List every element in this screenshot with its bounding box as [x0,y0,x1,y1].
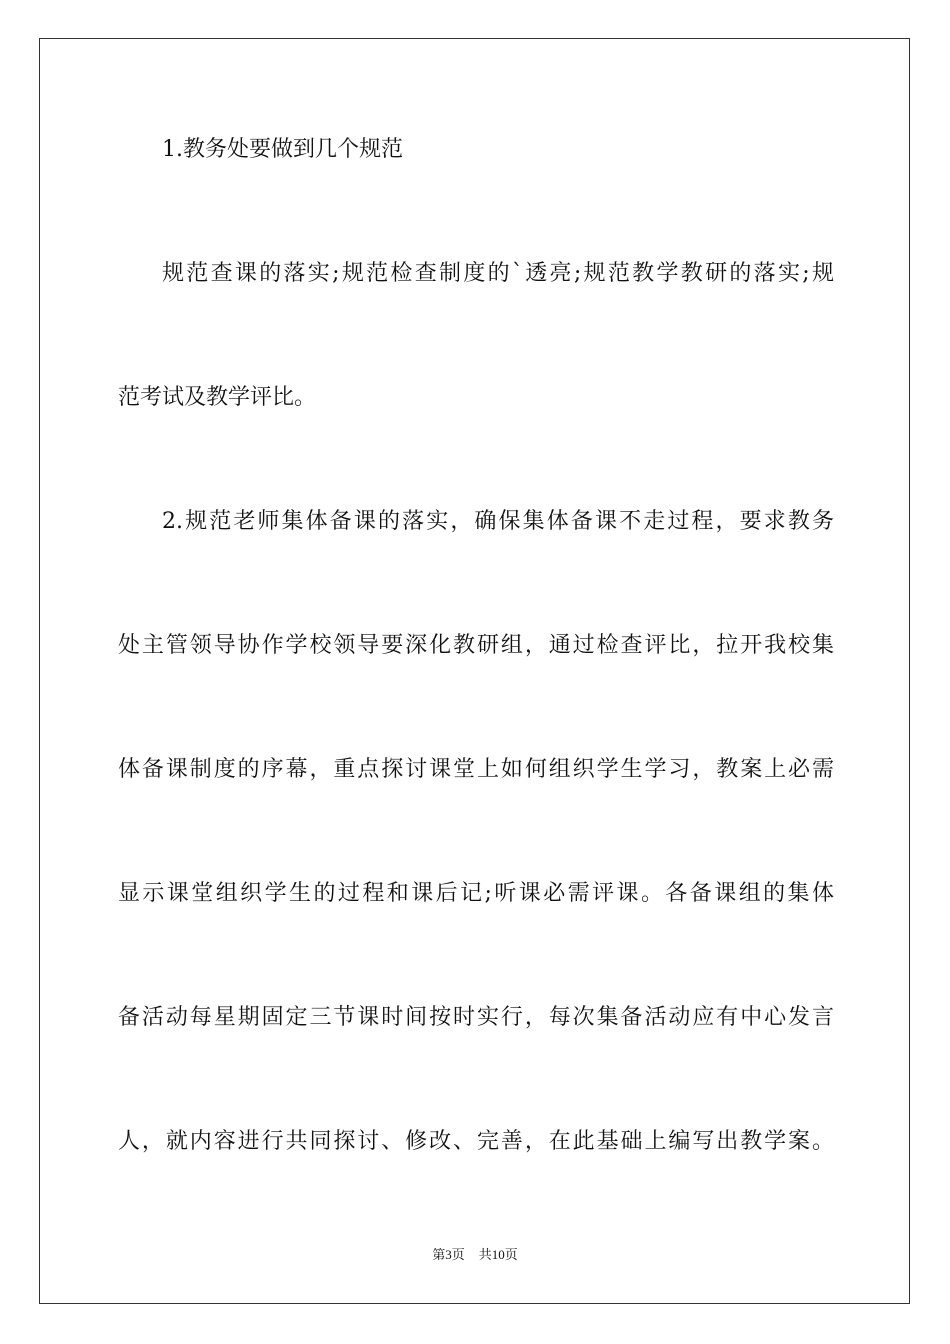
total-page-count: 共10页 [478,1247,518,1262]
paragraph-1-line-1: 规范查课的落实;规范检查制度的`透亮;规范教学教研的落实;规 [162,261,834,286]
paragraph-2-line-4: 显示课堂组织学生的过程和课后记;听课必需评课。各备课组的集体 [118,881,834,906]
page-footer [0,1246,950,1264]
page-border [39,38,910,1304]
paragraph-2-line-5: 备活动每星期固定三节课时间按时实行，每次集备活动应有中心发言 [118,1005,834,1030]
paragraph-2-line-3: 体备课制度的序幕，重点探讨课堂上如何组织学生学习，教案上必需 [118,757,834,782]
current-page-number: 第3页 [432,1247,465,1262]
paragraph-2-line-1: 2.规范老师集体备课的落实，确保集体备课不走过程，要求教务 [162,509,834,534]
section-heading-1: 1.教务处要做到几个规范 [162,137,403,162]
paragraph-1-line-2: 范考试及教学评比。 [118,385,317,410]
paragraph-2-line-2: 处主管领导协作学校领导要深化教研组，通过检查评比，拉开我校集 [118,633,834,658]
paragraph-2-line-6: 人，就内容进行共同探讨、修改、完善，在此基础上编写出教学案。 [118,1129,834,1154]
